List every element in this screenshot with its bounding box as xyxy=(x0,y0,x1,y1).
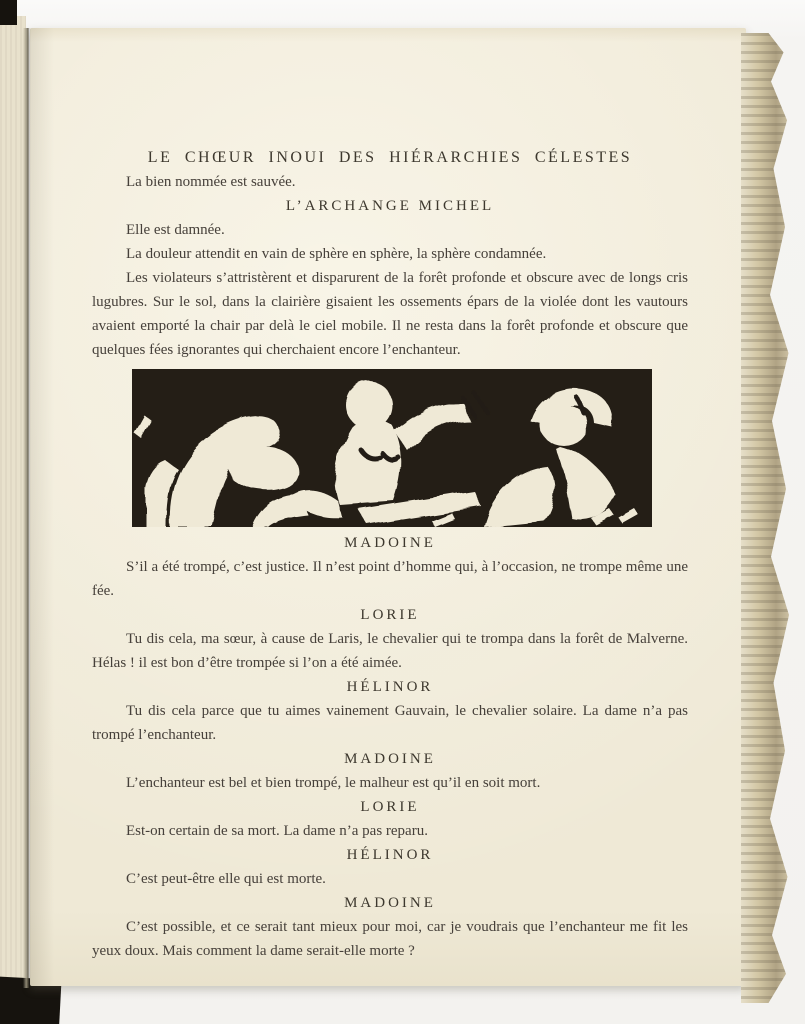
dialogue-paragraph: S’il a été trompé, c’est justice. Il n’est point d’homme qui, à l’occasion, ne trompe même une fée. xyxy=(92,559,688,599)
dialogue-paragraph: L’enchanteur est bel et bien trompé, le malheur est qu’il en soit mort. xyxy=(126,775,541,791)
woodcut-three-figures xyxy=(132,369,652,527)
dialogue-paragraph: Tu dis cela parce que tu aimes vainement Gauvain, le chevalier solaire. La dame n’a pas trompé l’enchanteur. xyxy=(92,703,688,743)
speaker-name: MADOINE xyxy=(344,751,436,767)
stage-line: La bien nommée est sauvée. xyxy=(126,174,296,190)
stage-line: Elle est damnée. xyxy=(126,222,225,238)
speaker-name: LORIE xyxy=(360,799,420,815)
speaker-name: MADOINE xyxy=(344,895,436,911)
dialogue-paragraph: La douleur attendit en vain de sphère en sphère, la sphère condamnée. xyxy=(126,246,547,262)
gutter-shadow xyxy=(23,28,31,988)
woodcut-illustration xyxy=(132,369,652,527)
deckle-edge xyxy=(741,33,791,1003)
dialogue-paragraph: C’est peut-être elle qui est morte. xyxy=(126,871,326,887)
dialogue-paragraph: C’est possible, et ce serait tant mieux pour moi, car je voudrais que l’enchanteur me fit les yeux doux. Mais comment la dame serait-elle morte ? xyxy=(92,919,688,959)
speaker-name: LORIE xyxy=(360,607,420,623)
page-text xyxy=(92,146,688,963)
dialogue-paragraph: Les violateurs s’attristèrent et disparurent de la forêt profonde et obscure avec de longs cris lugubres. Sur le sol, dans la clairière gisaient les ossements épars de la violée dont les vautours avaient emporté la chair par delà le ciel mobile. Il ne resta dans la forêt profonde et obscure que quelques fées ignorantes qui cherchaient encore l’enchanteur. xyxy=(92,270,688,358)
dialogue-paragraph: Tu dis cela, ma sœur, à cause de Laris, le chevalier qui te trompa dans la forêt de Malverne. Hélas ! il est bon d’être trompée si l’on a été aimée. xyxy=(92,631,688,671)
corner-mark-top xyxy=(0,0,17,25)
play-heading: LE CHŒUR INOUI DES HIÉRARCHIES CÉLESTES xyxy=(147,149,633,166)
speaker-name: MADOINE xyxy=(344,535,436,551)
speaker-name: HÉLINOR xyxy=(346,679,434,695)
speaker-name: HÉLINOR xyxy=(346,847,434,863)
dialogue-paragraph: Est-on certain de sa mort. La dame n’a pas reparu. xyxy=(126,823,428,839)
speaker-name: L’ARCHANGE MICHEL xyxy=(285,198,495,214)
